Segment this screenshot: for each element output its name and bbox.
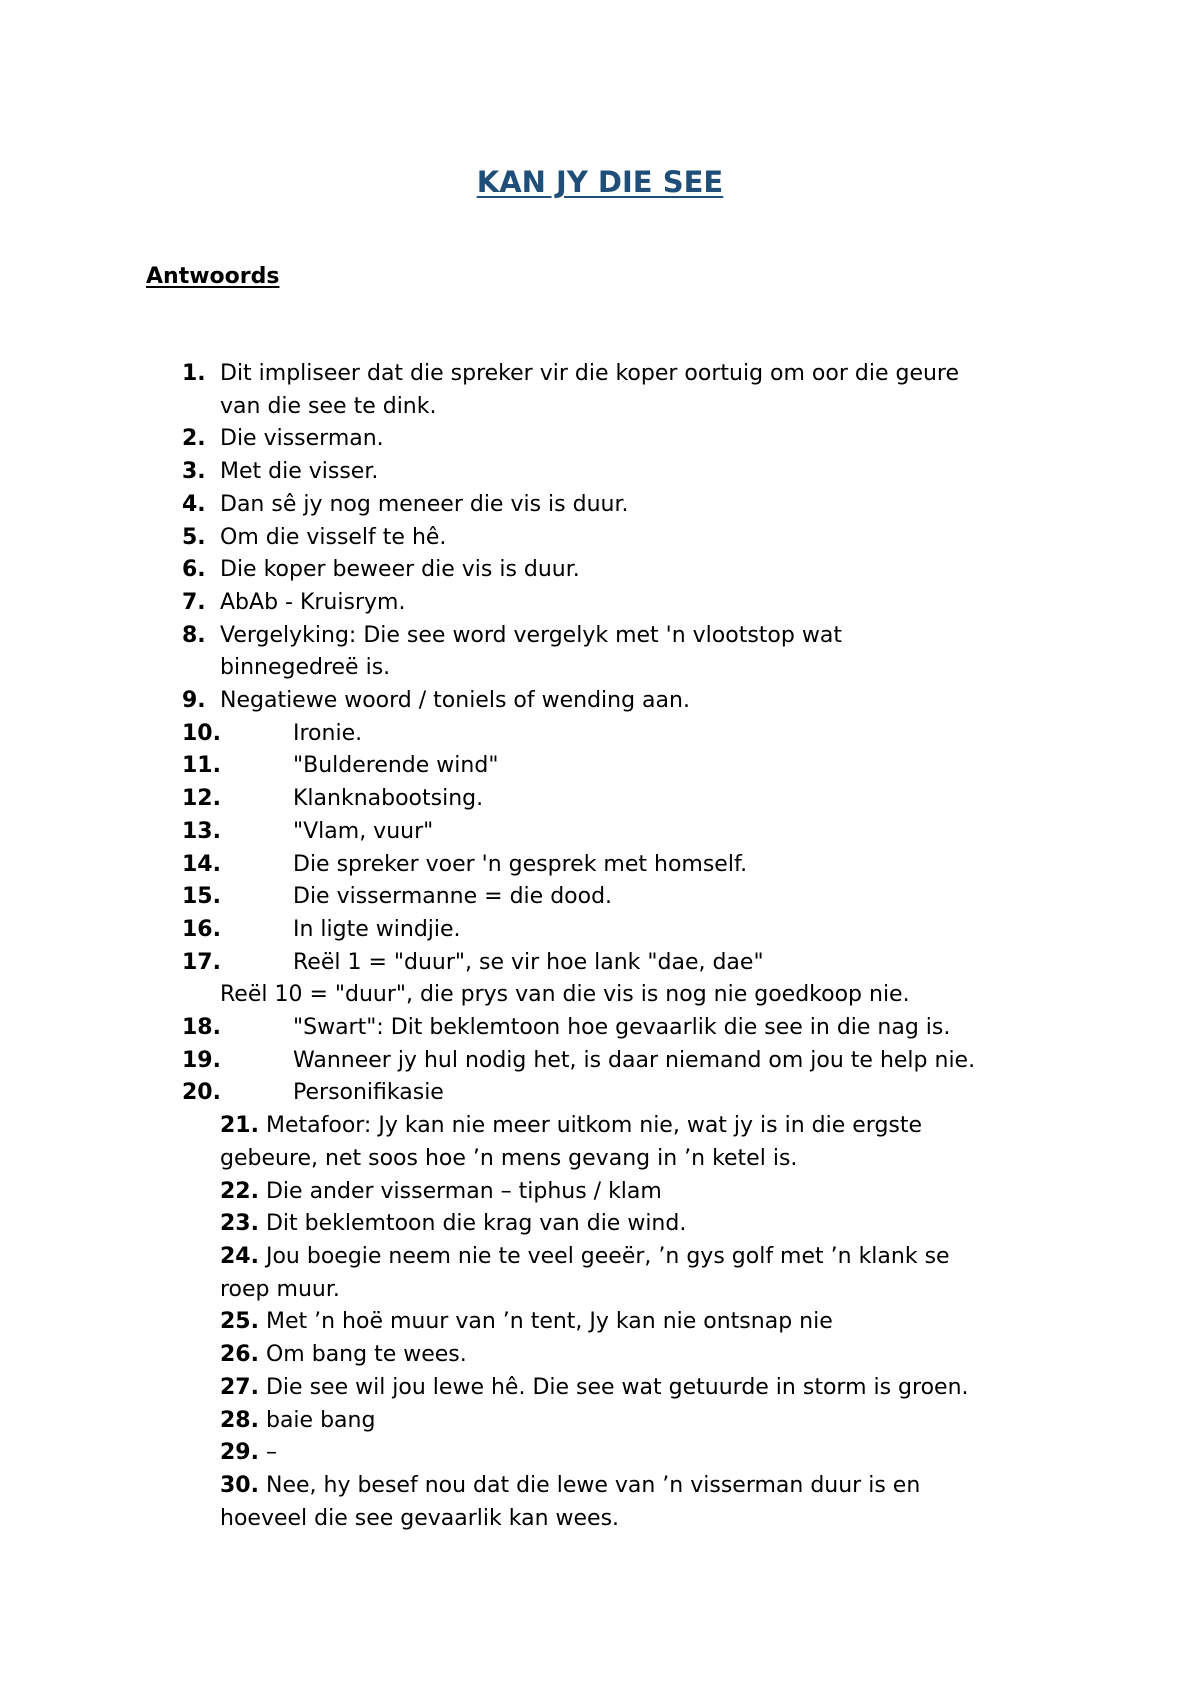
list-item (0, 1012, 1200, 1045)
item-text: Reël 1 = "duur", se vir hoe lank "dae, dae" (293, 949, 764, 975)
item-text: van die see te dink. (220, 393, 437, 419)
item-number: 22. (220, 1178, 259, 1204)
list-item (0, 816, 1200, 849)
page-title: KAN JY DIE SEE (476, 165, 724, 199)
list-item (0, 914, 1200, 947)
item-text: Personifikasie (293, 1080, 444, 1106)
item-text: In ligte windjie. (293, 916, 461, 942)
list-item (0, 423, 1200, 456)
item-text: Vergelyking: Die see word vergelyk met 'n vlootstop wat (220, 622, 842, 648)
section-heading: Antwoords (146, 264, 280, 289)
list-item (0, 489, 1200, 522)
list-item (0, 718, 1200, 751)
item-text: Die koper beweer die vis is duur. (220, 557, 580, 583)
item-number: 9. (182, 688, 206, 714)
item-number: 14. (182, 851, 221, 877)
list-item (0, 1437, 1200, 1470)
item-text: Die see wil jou lewe hê. Die see wat getuurde in storm is groen. (265, 1374, 969, 1400)
item-number: 8. (182, 622, 206, 648)
list-item (0, 1045, 1200, 1078)
list-item (0, 587, 1200, 620)
item-number: 13. (182, 818, 221, 844)
item-text: Die spreker voer 'n gesprek met homself. (293, 851, 748, 877)
item-number: 15. (182, 884, 221, 910)
item-number: 26. (220, 1342, 259, 1368)
item-text: Jou boegie neem nie te veel geeër, ’n gys golf met ’n klank se (265, 1243, 950, 1269)
list-item (0, 554, 1200, 587)
answer-list (0, 358, 1200, 1535)
list-item (0, 881, 1200, 914)
item-text: binnegedreë is. (220, 655, 391, 681)
item-text: "Bulderende wind" (293, 753, 499, 779)
list-item (0, 685, 1200, 718)
list-item (0, 1372, 1200, 1405)
item-number: 30. (220, 1472, 259, 1498)
list-item (0, 1110, 1200, 1175)
list-item (0, 1470, 1200, 1535)
item-text: "Vlam, vuur" (293, 818, 434, 844)
item-number: 11. (182, 753, 221, 779)
item-text: Negatiewe woord / toniels of wending aan. (220, 688, 690, 714)
list-item (0, 1405, 1200, 1438)
item-number: 1. (182, 361, 206, 386)
item-number: 23. (220, 1211, 259, 1237)
item-number: 24. (220, 1243, 259, 1269)
item-text: hoeveel die see gevaarlik kan wees. (220, 1505, 620, 1531)
list-item (0, 750, 1200, 783)
item-number: 27. (220, 1374, 259, 1400)
item-number: 17. (182, 949, 221, 975)
item-number: 3. (182, 459, 206, 485)
item-text: Die vissermanne = die dood. (293, 884, 613, 910)
list-item (0, 456, 1200, 489)
item-text: Dan sê jy nog meneer die vis is duur. (220, 491, 629, 517)
list-item (0, 620, 1200, 685)
item-number: 19. (182, 1047, 221, 1073)
item-text: baie bang (265, 1407, 376, 1433)
list-item (0, 358, 1200, 423)
item-number: 7. (182, 589, 206, 615)
item-number: 18. (182, 1015, 221, 1041)
item-text: Met ’n hoë muur van ’n tent, Jy kan nie ontsnap nie (265, 1309, 833, 1335)
item-text: Nee, hy besef nou dat die lewe van ’n visserman duur is en (265, 1472, 921, 1498)
item-text: Met die visser. (220, 459, 379, 485)
list-item (0, 1208, 1200, 1241)
item-text: Dit impliseer dat die spreker vir die koper oortuig om oor die geure (220, 361, 960, 386)
item-number: 10. (182, 720, 221, 746)
list-item (0, 1241, 1200, 1306)
item-text: Wanneer jy hul nodig het, is daar niemand om jou te help nie. (293, 1047, 976, 1073)
item-number: 29. (220, 1440, 259, 1466)
list-item (0, 522, 1200, 555)
item-text: "Swart": Dit beklemtoon hoe gevaarlik die see in die nag is. (293, 1015, 951, 1041)
list-item (0, 849, 1200, 882)
item-text: gebeure, net soos hoe ’n mens gevang in ’n ketel is. (220, 1145, 798, 1171)
item-number: 12. (182, 786, 221, 812)
item-text: – (265, 1440, 277, 1466)
item-number: 20. (182, 1080, 221, 1106)
item-number: 25. (220, 1309, 259, 1335)
list-item (0, 1077, 1200, 1110)
item-text: Om bang te wees. (265, 1342, 467, 1368)
list-item (0, 1306, 1200, 1339)
item-text: Dit beklemtoon die krag van die wind. (265, 1211, 687, 1237)
item-text: Die ander visserman – tiphus / klam (265, 1178, 662, 1204)
item-number: 16. (182, 916, 221, 942)
item-text: Die visserman. (220, 426, 384, 452)
item-number: 4. (182, 491, 206, 517)
item-text: AbAb - Kruisrym. (220, 589, 406, 615)
list-item (0, 1176, 1200, 1209)
item-text: roep muur. (220, 1276, 340, 1302)
list-item (0, 1339, 1200, 1372)
item-number: 21. (220, 1113, 259, 1139)
item-number: 28. (220, 1407, 259, 1433)
item-text: Klanknabootsing. (293, 786, 484, 812)
item-text: Reël 10 = "duur", die prys van die vis is nog nie goedkoop nie. (220, 982, 910, 1008)
list-item (0, 947, 1200, 980)
list-item (0, 783, 1200, 816)
item-number: 6. (182, 557, 206, 583)
item-text: Om die visself te hê. (220, 524, 447, 550)
list-item-continuation (0, 979, 1200, 1012)
item-number: 5. (182, 524, 206, 550)
item-text: Ironie. (293, 720, 363, 746)
item-text: Metafoor: Jy kan nie meer uitkom nie, wat jy is in die ergste (265, 1113, 923, 1139)
item-number: 2. (182, 426, 206, 452)
